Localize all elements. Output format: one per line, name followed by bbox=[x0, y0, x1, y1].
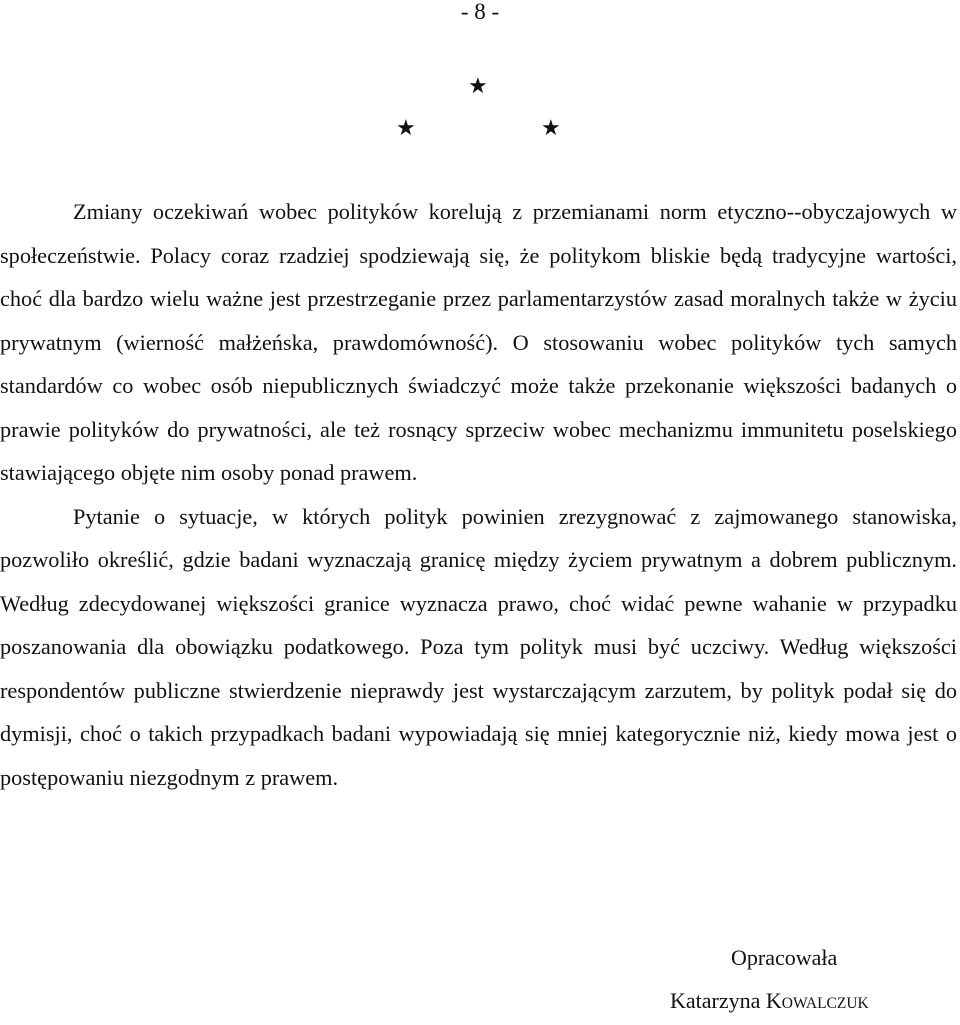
page-number: - 8 - bbox=[460, 0, 500, 24]
paragraph-expectations: Zmiany oczekiwań wobec polityków korelują z przemianami norm etyczno--obyczajowych w społeczeństwie. Polacy coraz rzadziej spodziewają się, że politykom bliskie będą tradycyjne wartości, choć dla bardzo wielu ważne jest przestrzeganie przez parlamentarzystów zasad moralnych także w życiu prywatnym (wierność małżeńska, prawdomówność). O stosowaniu wobec polityków tych samych standardów co wobec osób niepublicznych świadczyć może także przekonanie większości badanych o prawie polityków do prywatności, ale też rosnący sprzeciw wobec mechanizmu immunitetu poselskiego stawiającego objęte nim osoby ponad prawem. bbox=[0, 199, 957, 485]
signature-block bbox=[670, 936, 960, 1025]
star-icon: ★ bbox=[541, 116, 561, 141]
signature-name bbox=[670, 979, 960, 1025]
signature-role: Opracowała bbox=[731, 945, 838, 970]
body-text bbox=[0, 190, 957, 799]
star-icon: ★ bbox=[468, 74, 488, 99]
author-surname-initial: K bbox=[765, 988, 782, 1013]
author-surname-rest: OWALCZUK bbox=[781, 995, 869, 1012]
author-first-name: Katarzyna bbox=[670, 988, 761, 1013]
author-surname bbox=[766, 988, 869, 1013]
paragraph-resignation: Pytanie o sytuacje, w których polityk powinien zrezygnować z zajmowanego stanowiska, pozwoliło określić, gdzie badani wyznaczają granicę między życiem prywatnym a dobrem publicznym. Według zdecydowanej większości granice wyznacza prawo, choć widać pewne wahanie w przypadku poszanowania dla obowiązku podatkowego. Poza tym polityk musi być uczciwy. Według większości respondentów publiczne stwierdzenie nieprawdy jest wystarczającym zarzutem, by polityk podał się do dymisji, choć o takich przypadkach badani wypowiadają się mniej kategorycznie niż, kiedy mowa jest o postępowaniu niezgodnym z prawem. bbox=[0, 503, 957, 790]
star-icon: ★ bbox=[396, 116, 416, 141]
